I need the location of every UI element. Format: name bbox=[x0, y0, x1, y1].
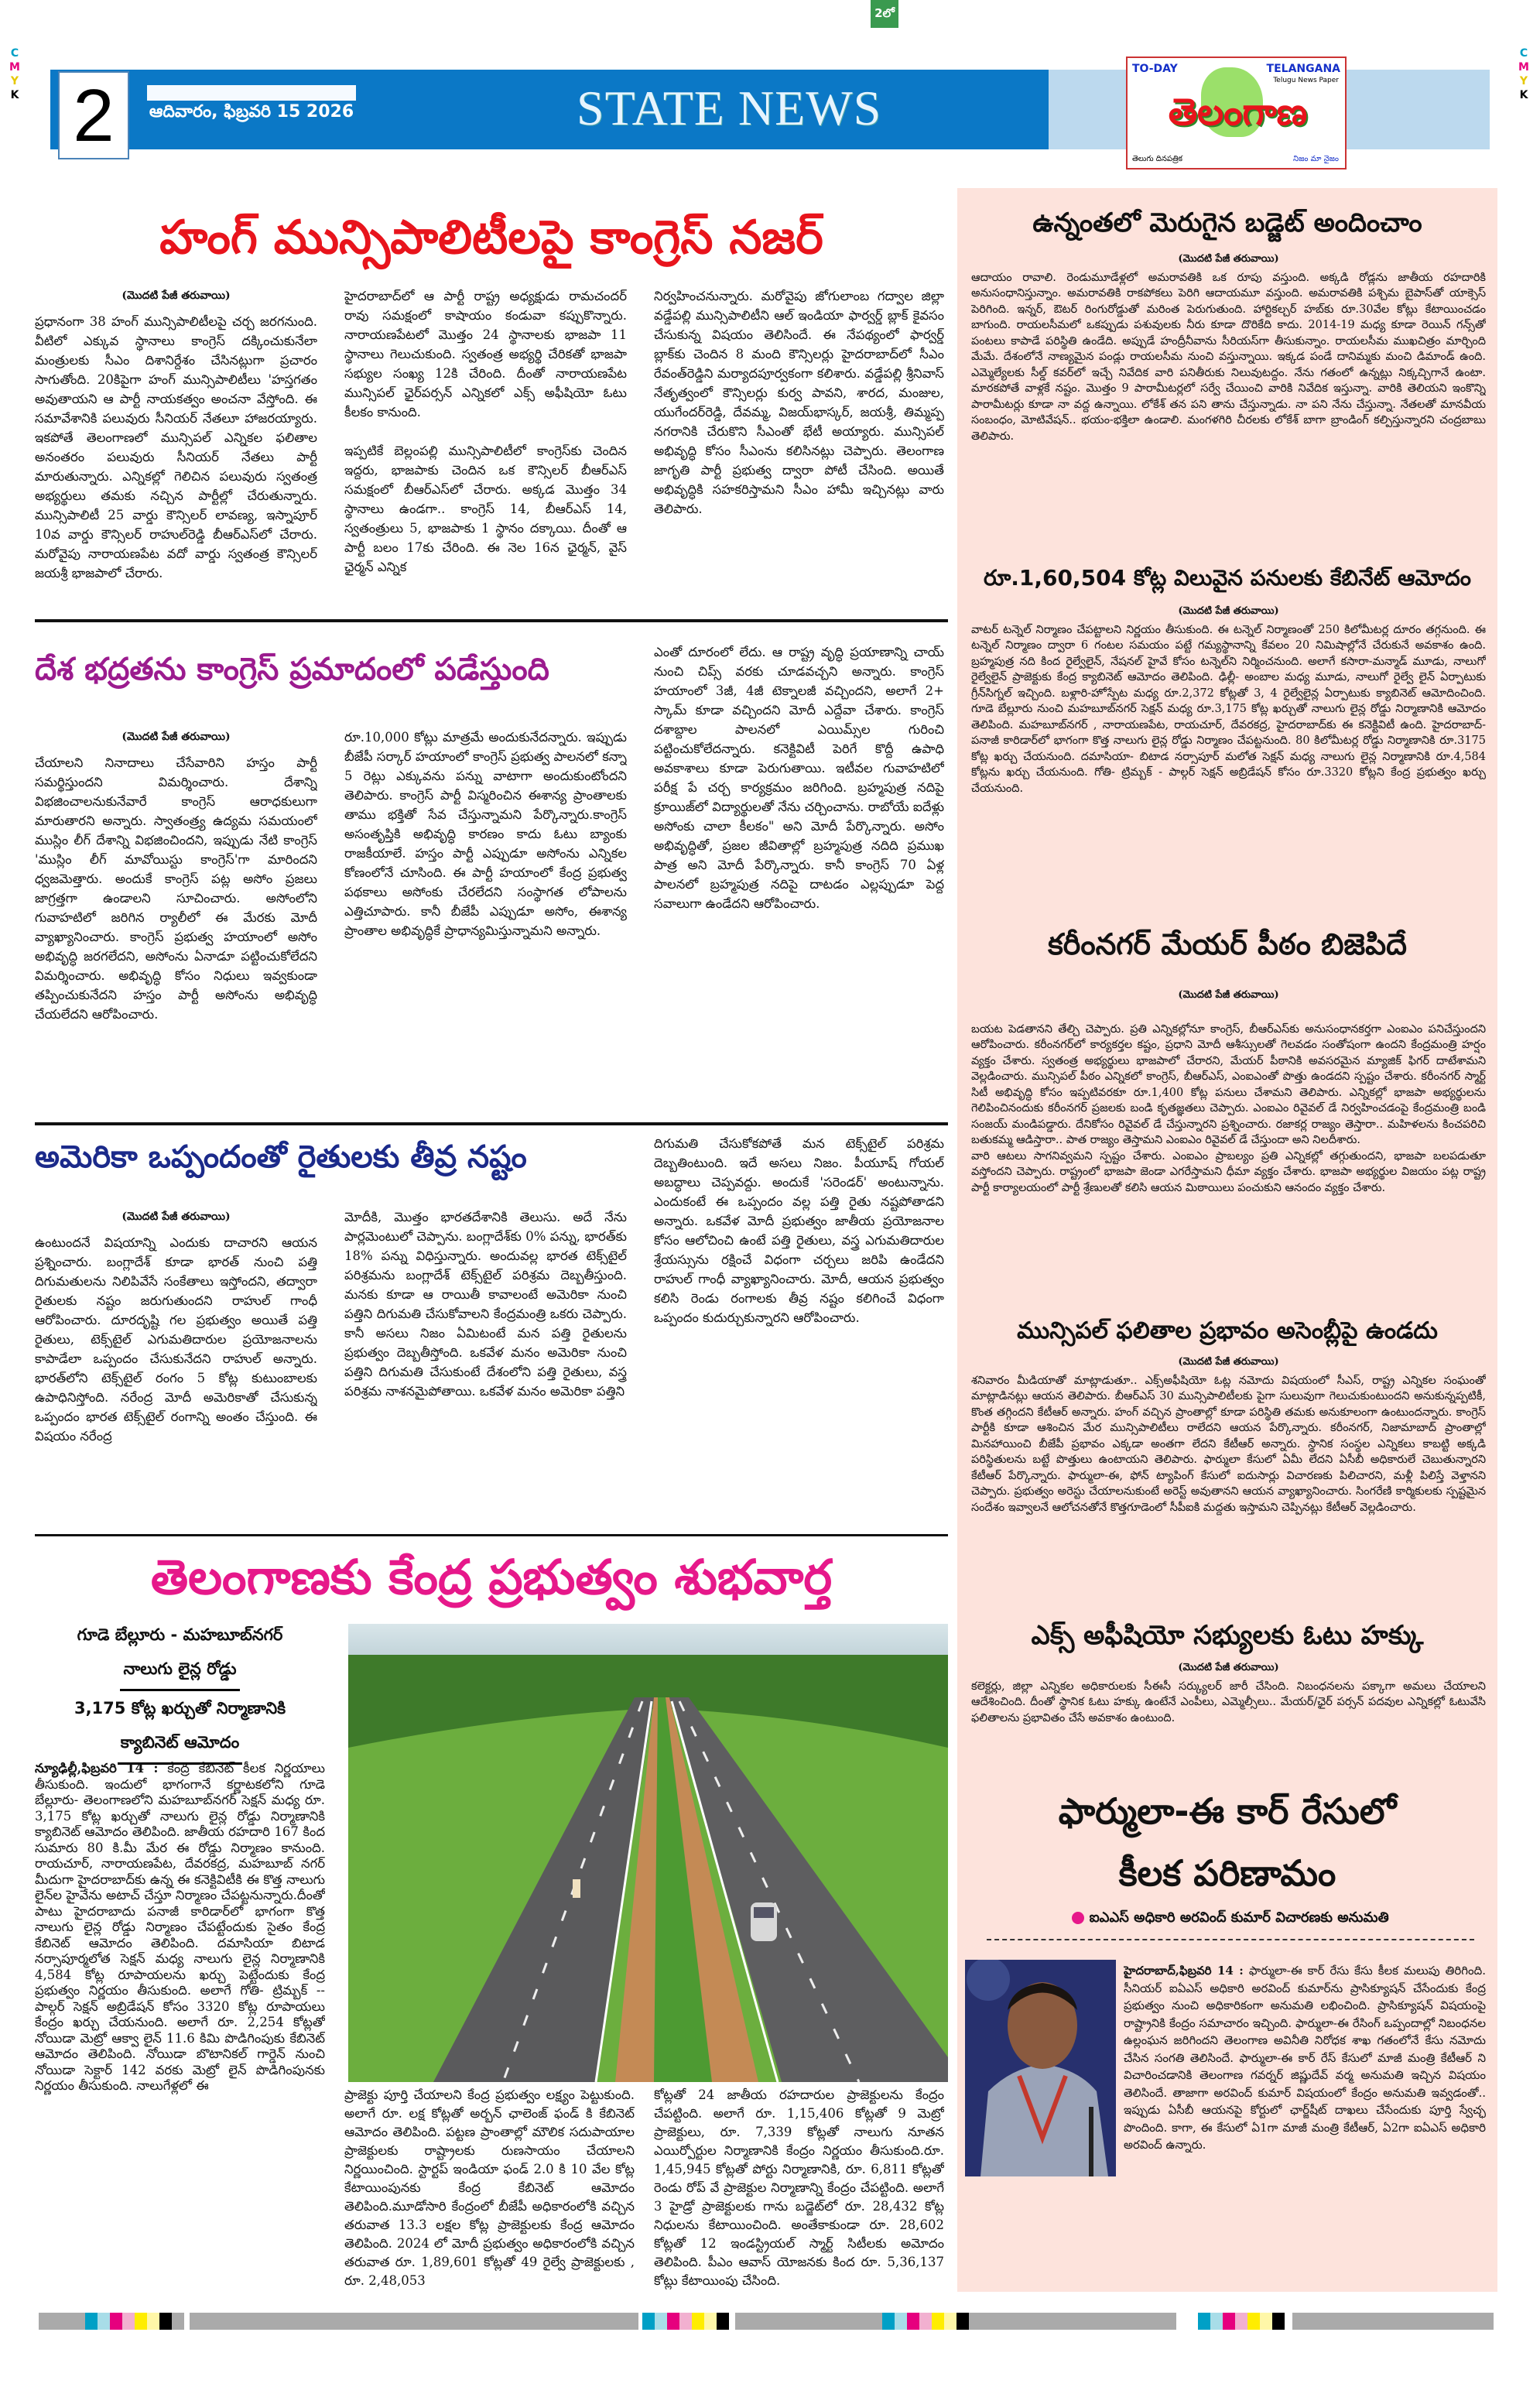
sidebar-article-body bbox=[971, 604, 1486, 909]
date-bar bbox=[147, 85, 356, 101]
highway-photo bbox=[348, 1624, 948, 2082]
mark-y: Y bbox=[1519, 75, 1528, 87]
article-text: ఆదాయం రావాలి. రెండుమూడేళ్లలో అమరావతికి ఒక రూపు వస్తుంది. అక్కడి రోడ్లను జాతీయ రహదారికి అనుసంధానిస్తున్నాం. అమరావతికి రాకపోకలు పెరిగి ఆదాయమూ వస్తుంది. అమరావతికి పశ్చిమ బైపాస్‌తో యాక్సెస్ పెరిగింది. ఇన్నర్, ఔటర్ రింగురోడ్డుతో మరింత పెరుగుతుంది. హార్టికల్చర్ హబ్‌కు రూ.30వేల కోట్లు కేటాయించడం బాగుంది. రాయలసీమలో ఒకప్పుడు పశువులకు నీరు కూడా దొరికేది కాదు. 2014-19 మధ్య కూడా రెయిన్ గన్స్‌తో పంటలు కాపాడే పరిస్థితి ఉండేది. అప్పుడే హంద్రీనీవాను సీరియస్‌గా తీసుకున్నాం. రాయలసీమ ముఖచిత్రం మార్చింది మేమే. దేశంలోనే నాణ్యమైన పండ్లు రాయలసీమ నుంచి వస్తున్నాయి. ఇక్కడ పండే దానిమ్మకు మంచి డిమాండ్ ఉంది. ఎమ్మెల్యేలకు సీల్డ్ కవర్‌లో ఇచ్చే నివేదిక వారి పనితీరుకు నిలువుటద్దం. నేను గతంలో ఉన్నట్లు నిక్కచ్చిగానే ఉంటా. మారకపోతే వాళ్లకే నష్టం. మొత్తం 9 పారామీటర్లలో సర్వే చేయించి వారికి నివేదిక ఇస్తున్నా. వారికి తెలియని ఇంకొన్ని పారామీటర్లు కూడా నా వద్ద ఉన్నాయి. లోకేశ్ తన పని తాను చేస్తున్నాడు. నా పని నేను చేస్తున్నా. నేతలతో మానవీయ సంబంధం, మోటివేషన్.. భయం-భక్తిలా ఉండాలి. మంగళగిరి చీరలకు లోకేశ్ బాగా బ్రాండింగ్ కల్పిస్తున్నారని చంద్రబాబు తెలిపారు. bbox=[971, 271, 1486, 443]
continued-label: (మొదటి పేజీ తరువాయి) bbox=[1178, 1356, 1279, 1368]
mark-y: Y bbox=[10, 75, 19, 87]
article-column: రూ.10,000 కోట్లు మాత్రమే అందుకునేదన్నారు. ఇప్పుడు బీజేపీ సర్కార్ హయాంలో కాంగ్రెస్ ప్రభుత్వ పాలనలో కన్నా 5 రెట్లు ఎక్కువను పన్ను వాటాగా అందుకుంటోందని తెలిపారు. కాంగ్రెస్ పార్టీ విస్మరించిన ఈశాన్య ప్రాంతాలకు తాము భక్తితో సేవ చేస్తున్నామని పేర్కొన్నారు.కాంగ్రెస్ అసంతృప్తికి అభివృద్ధి కారణం కాదు ఓటు బ్యాంకు రాజకీయాలే. హస్తం పార్టీ ఎప్పుడూ అసోంను ఎన్నికల కోణంలోనే చూసింది. ఈ పార్టీ హయాంలో కేంద్ర ప్రభుత్వ పథకాలు అసోంకు చేరలేదని సంస్థాగత లోపాలను ఎత్తిచూపారు. కానీ బీజేపీ ఎప్పుడూ అసోం, ఈశాన్య ప్రాంతాల అభివృద్ధికే ప్రాధాన్యమిస్తున్నామని అన్నారు. bbox=[344, 730, 627, 938]
article-column: నిర్వహించనున్నారు. మరోవైపు జోగులాంబ గద్వాల జిల్లా వడ్డేపల్లి మున్సిపాలిటీని ఆల్ ఇండియా ఫార్వర్డ్ బ్లాక్ కైవసం చేసుకున్న విషయం తెలిసిందే. ఈ నేపథ్యంలో ఫార్వర్డ్ బ్లాక్‌కు చెందిన 8 మంది కౌన్సిలర్లు హైదరాబాద్‌లో సీఎం రేవంత్‌రెడ్డిని మర్యాదపూర్వకంగా కలిశారు. వడ్డేపల్లి శ్రీనివాస్ నేతృత్వంలో కౌన్సిలర్లు కుర్వ పావని, శారద, మంజుల, యుగేందర్‌రెడ్డి, దేవమ్మ, విజయ్‌భాస్కర్, జయశ్రీ, తిమ్మప్ప నగరానికి చేరుకొని సీఎంతో భేటీ అయ్యారు. మున్సిపల్ అభివృద్ధి కోసం సీఎంను కలిసినట్లు చెప్పారు. తెలంగాణ జాగృతి పార్టీ ప్రభుత్వ ద్వారా పోటీ చేసింది. అయితే అభివృద్ధికి సహకరిస్తామని సీఎం హామీ ఇచ్చినట్లు వారు తెలిపారు. bbox=[654, 289, 944, 516]
article-text: శనివారం మీడియాతో మాట్లాడుతూ.. ఎక్స్‌అఫీషియో ఓట్ల నమోదు విషయంలో సీఎస్, రాష్ట్ర ఎన్నికల సంఘంతో మాట్లాడినట్లు ఆయన తెలిపారు. బీఆర్‌ఎస్ 30 మున్సిపాలిటీలకు పైగా సులువుగా గెలుచుకుంటుందని అనుకున్నప్పటికీ, కొంత తగ్గిందని కేటీఆర్ అన్నారు. హంగ్ వచ్చిన ప్రాంతాల్లో కూడా పరిస్థితి తమకు అనుకూలంగా ఉంటుందన్నారు. కాంగ్రెస్ పార్టీకి కూడా ఆశించిన మేర మున్సిపాలిటీలు రాలేదని ఆయన పేర్కొన్నారు. కరీంనగర్, నిజామాబాద్ ప్రాంతాల్లో మినహాయించి బీజేపీ ప్రభావం ఎక్కడా అంతగా లేదని కేటీఆర్ అన్నారు. స్థానిక సంస్థల ఎన్నికలు కాబట్టి అక్కడి పరిస్థితులను బట్టే పొత్తులు ఉంటాయని తెలిపారు. ఫార్ములా కేసులో ఏమీ లేదని ఏసీబీ అధికారులే చెబుతున్నారని కేటీఆర్ పేర్కొన్నారు. ఫార్ములా-ఈ, ఫోన్ ట్యాపింగ్ కేసులో ఐదుసార్లు విచారణకు పిలిచారని, మళ్లీ పిలిస్తే వెళ్తానని చెప్పారు. ప్రభుత్వం అరెస్టు చేయాలనుకుంటే అరెస్ట్ అవుతానని ఆయన వ్యాఖ్యానించారు. సింగరేణి కార్మికులకు స్పష్టమైన సందేశం ఇవ్వాలనే ఆలోచనతోనే కొత్తగూడెంలో సీపీఐకి మద్దతు ఇస్తామని చెప్పినట్లు కేటీఆర్ వెల్లడించారు. bbox=[971, 1374, 1486, 1514]
sidebar-headline: కరీంనగర్ మేయర్ పీఠం బిజెపిదే bbox=[1047, 927, 1408, 961]
continued-label: (మొదటి పేజీ తరువాయి) bbox=[121, 289, 231, 302]
feature-left-column bbox=[35, 1761, 325, 2303]
continued-label: (మొదటి పేజీ తరువాయి) bbox=[1178, 988, 1279, 1001]
subhead: 3,175 కోట్ల ఖర్చుతో నిర్మాణానికి bbox=[74, 1699, 286, 1717]
sidebar-headline: ఉన్నంతలో మెరుగైన బడ్జెట్ అందించాం bbox=[1032, 207, 1422, 238]
subhead: నాలుగు లైన్ల రోడ్డు bbox=[120, 1652, 239, 1691]
section-title: STATE NEWS bbox=[577, 80, 882, 135]
registration-marks-left bbox=[9, 46, 20, 102]
article-text: వాటర్ టన్నెల్ నిర్మాణం చేపట్టాలని నిర్ణయం తీసుకుంది. ఈ టన్నెల్ నిర్మాణంతో 250 కిలోమీటర్ల దూరం తగ్గనుంది. ఈ టన్నెల్ నిర్మాణం ద్వారా 6 గంటల సమయం పట్టే గమ్యస్థానాన్ని కేవలం 20 నిమిషాల్లోనే చేరుకునే అవకాశం ఉంది. బ్రహ్మపుత్ర నది కింద రైల్వేలైన్, నేషనల్ హైవే కోసం టన్నెల్‌ని నిర్మించనుంది. అలాగే కసారా-మన్మాడ్ మూడు, నాలుగో రైల్వేలైన్ ప్రాజెక్టుకు కేంద్ర క్యాబినెట్ ఆమోదం తెలిపింది. ఢిల్లీ- అంబాల మధ్య మూడు, నాలుగో రైల్వే లైన్ ఏర్పాటుకు గ్రీన్‌సిగ్నల్ ఇచ్చింది. బళ్లారి-హోస్పేట మధ్య రూ.2,372 కోట్లతో 3, 4 రైల్వేలైన్ల ఏర్పాటుకు క్యాబినెట్ ఆమోదించింది. గూడె బేల్లూరు నుంచి మహబూబ్‌నగర్ సెక్షన్ మధ్య రూ.3,175 కోట్ల ఖర్చుతో నాలుగు లైన్ల రోడ్డు నిర్మాణానికి ఆమోదం తెలిపింది. మహబూబ్‌నగర్ , నారాయణపేట, రాయచూర్, దేవరకద్ర, హైదరాబాద్‌కు ఈ కనెక్టివిటీ ఉంది. హైదరాబాద్-పనాజీ కారిడార్‌లో భాగంగా కొత్త నాలుగు లైన్ల రోడ్డు నిర్మాణం చేపట్టనుంది. 80 కిలోమీటర్ల రోడ్డు నిర్మాణానికి రూ.3175 కోట్ల ఖర్చు చేయనుంది. దమాసియా- బిటాడ నర్సాపూర్ మలోత సెక్షన్ మధ్య నాలుగు లైన్ల నిర్మాణానికి రూ.4,584 కోట్లను ఖర్చు చేయనుంది. గోతి- ట్రిమ్బక్ - పాల్గర్ సెక్షన్ అబ్రిడేషన్ కోసం రూ.3320 కోట్లని కేంద్ర ప్రభుత్వం ఖర్చు చేయనుంది. bbox=[971, 623, 1486, 795]
article-column bbox=[35, 728, 317, 1115]
logo-name: తెలంగాణ bbox=[1168, 91, 1308, 134]
article-column: హైదరాబాద్‌లో ఆ పార్టీ రాష్ట్ర అధ్యక్షుడు రామచందర్ రావు సమక్షంలో కాషాయం కండువా కప్పుకొన్నారు. నారాయణపేటలో మొత్తం 24 స్థానాలకు భాజపా 11 స్థానాలు గెలుచుకుంది. స్వతంత్ర అభ్యర్థి చేరికతో భాజపా సభ్యుల సంఖ్య 12కి చేరింది. దీంతో నారాయణపేట మున్సిపల్ ఛైర్‌పర్సన్ ఎన్నికలో ఎక్స్ అఫీషియో ఓటు కీలకం కానుంది. ఇప్పటికే బెల్లంపల్లి మున్సిపాలిటీలో కాంగ్రెస్‌కు చెందిన ఇద్దరు, భాజపాకు చెందిన ఒక కౌన్సిలర్ బీఆర్‌ఎస్ సమక్షంలో బీఆర్‌ఎస్‌లో చేరారు. అక్కడ మొత్తం 34 స్థానాలు ఉండగా.. కాంగ్రెస్ 14, బీఆర్‌ఎస్ 14, స్వతంత్రులు 5, భాజపాకు 1 స్థానం దక్కాయి. దీంతో ఆ పార్టీ బలం 17కు చేరింది. ఈ నెల 16న ఛైర్మన్, వైస్ ఛైర్మన్ ఎన్నిక bbox=[344, 289, 627, 574]
continued-tab: 2లో bbox=[871, 0, 898, 28]
article-text: ఫార్ములా-ఈ కార్ రేసు కేసు కీలక మలుపు తిరిగింది. సీనియర్ ఐఏఎస్ అధికారి అరవింద్ కుమార్‌ను ప్రాసిక్యూషన్ చేసేందుకు కేంద్ర ప్రభుత్వం నుంచి అధికారికంగా అనుమతి లభించింది. ప్రాసిక్యూషన్ విషయంపై రాష్ట్రానికి కేంద్రం సమాచారం ఇచ్చింది. ఫార్ములా-ఈ రేసింగ్ ఒప్పందాల్లో నిబంధనల ఉల్లంఘన జరిగిందని తెలంగాణ అవినీతి నిరోధక శాఖ గతంలోనే కేసు నమోదు చేసిన సంగతి తెలిసిందే. ఫార్ములా-ఈ కార్ రేస్ కేసులో మాజీ మంత్రి కేటీఆర్ ని విచారించడానికి తెలంగాణ గవర్నర్ జిష్ణుదేవ్ వర్మ అనుమతి ఇచ్చిన విషయం తెలిసిందే. తాజాగా అరవింద్ కుమార్ విషయంలో కేంద్రం అనుమతి ఇవ్వడంతో.. ఇప్పుడు ఏసీబీ ఆయనపై కోర్టులో ఛార్జ్‌షీట్ దాఖలు చేసేందుకు పూర్తి స్వేచ్ఛ పొందింది. కాగా, ఈ కేసులో ఏ1గా మాజీ మంత్రి కేటీఆర్, ఏ2గా ఐఏఎస్ అధికారి అరవింద్ ఉన్నారు. bbox=[1124, 1964, 1486, 2152]
logo-tagline: Telugu News Paper bbox=[1273, 77, 1339, 84]
article-column: మోదీకి, మొత్తం భారతదేశానికి తెలుసు. అదే నేను పార్లమెంటులో చెప్పాను. బంగ్లాదేశ్‌కు 0% పన్ను, భారత్‌కు 18% పన్ను విధిస్తున్నారు. అందువల్ల భారత టెక్స్‌టైల్ పరిశ్రమను బంగ్లాదేశ్ టెక్స్‌టైల్ పరిశ్రమ దెబ్బతీస్తుంది. మనకు కూడా ఆ రాయితీ కావాలంటే అమెరికా నుంచి పత్తిని దిగుమతి చేసుకోవాలని కేంద్రమంత్రి ఒకరు చెప్పారు. కానీ అసలు నిజం ఏమిటంటే మన పత్తి రైతులను ప్రభుత్వం దెబ్బతీస్తోంది. ఒకవేళ మనం అమెరికా నుంచి పత్తిని దిగుమతి చేసుకుంటే దేశంలోని పత్తి రైతులు, వస్త్ర పరిశ్రమ నాశనమైపోతాయి. ఒకవేళ మనం అమెరికా పత్తిని bbox=[344, 1210, 627, 1399]
article-headline: దేశ భద్రతను కాంగ్రెస్ ప్రమాదంలో పడేస్తుంది bbox=[35, 652, 549, 687]
registration-marks-right bbox=[1518, 46, 1529, 102]
bullet-icon bbox=[1072, 1912, 1084, 1924]
article-text: బయట పెడతానని తేల్చి చెప్పారు. ప్రతి ఎన్నికల్లోనూ కాంగ్రెస్, బీఆర్‌ఎస్‌కు అనుసంధానకర్తగా ఎంఐఎం పనిచేస్తుందని ఆరోపించారు. కరీంనగర్‌లో కార్యకర్తల కష్టం, ప్రధాని మోదీ ఆశీస్సులతో గెలవడం సంతోషంగా ఉందని కేంద్రమంత్రి హర్షం వ్యక్తం చేశారు. స్వతంత్ర అభ్యర్థులు భాజపాలో చేరారని, మేయర్ పీఠానికి అవసరమైన మ్యాజిక్ ఫిగర్ దాటేశామని వెల్లడించారు. మున్సిపల్ పీఠం ఎన్నికలో కాంగ్రెస్, బీఆర్‌ఎస్, ఎంఐఎంతో పొత్తు ఉండదని స్పష్టం చేశారు. కరీంనగర్ స్మార్ట్ సిటీ అభివృద్ధి కోసం ఇప్పటివరకూ రూ.1,400 కోట్ల పనులు చేశామని తెలిపారు. ఎన్నికల్లో భాజపా అభ్యర్థులను గెలిపించినందుకు కరీంనగర్ ప్రజలకు బండి కృతజ్ఞతలు చెప్పారు. ఎంఐఎం రివైవల్ డే నిర్వహించడంపై కేంద్రమంత్రి బండి సంజయ్ మండిపడ్డారు. దేనికోసం రివైవల్ డే చేస్తున్నారని ప్రశ్నించారు. రజాకర్ల రాజ్యం తెస్తారా.. మహిళలను కించపరిచి బతుకమ్మ ఆడిస్తారా.. పాత రాజ్యం తెస్తామని ఎంఐఎం రివైవల్ డే చేస్తుందా అని నిలదీశారు. వారి ఆటలు సాగనివ్వమని స్పష్టం చేశారు. ఎంఐఎం ప్రాబల్యం ప్రతి ఎన్నికల్లో తగ్గుతుందని, భాజపా బలపడుతూ వస్తోందని చెప్పారు. రాష్ట్రంలో భాజపా జెండా ఎగరేస్తామని ధీమా వ్యక్తం చేశారు. భాజపా అభ్యర్థుల విజయం పట్ల రాష్ట్ర పార్టీ కార్యాలయంలో పార్టీ శ్రేణులతో కలిసి ఆయన మిఠాయిలు పంచుకుని ఆనందం వ్యక్తం చేశారు. bbox=[971, 1022, 1486, 1194]
logo-bottom-left: తెలుగు దినపత్రిక bbox=[1132, 155, 1183, 163]
mark-m: M bbox=[9, 61, 20, 74]
sidebar-headline: ఎక్స్ అఫీషియో సభ్యులకు ఓటు హక్కు bbox=[1031, 1620, 1424, 1651]
sidebar-headline: మున్సిపల్ ఫలితాల ప్రభావం అసెంబ్లీపై ఉండదు bbox=[1017, 1317, 1438, 1344]
sidebar-headline: రూ.1,60,504 కోట్ల విలువైన పనులకు కేబినేట్ ఆమోదం bbox=[983, 565, 1472, 591]
continued-label: (మొదటి పేజీ తరువాయి) bbox=[1178, 1662, 1279, 1673]
mark-k: K bbox=[10, 89, 19, 101]
sidebar-article-body bbox=[971, 1354, 1486, 1587]
column-text: కేంద్ర కేబినెట్ కీలక నిర్ణయాలు తీసుకుంది. ఇందులో భాగంగానే కర్ణాటకలోని గూడె బేల్లూరు- తెలంగాణలోని మహబూబ్‌నగర్ సెక్షన్ మధ్య రూ. 3,175 కోట్ల ఖర్చుతో నాలుగు లైన్ల రోడ్డు నిర్మాణానికి క్యాబినెట్ ఆమోదం తెలిపింది. జాతీయ రహదారి 167 కింద సుమారు 80 కి.మీ మేర ఈ రోడ్డు నిర్మాణం కానుంది. రాయచూర్, నారాయణపేట, దేవరకద్ర, మహబూబ్ నగర్ మీదుగా హైదరాబాద్‌కు ఉన్న ఈ కనెక్టివిటీకి ఈ కొత్త నాలుగు లైన్‌ల హైవేను అటాచ్ చేస్తూ నిర్మాణం చేపట్టనున్నారు.దీంతో పాటు హైదరాబాదు పనాజీ కారిడార్‌లో భాగంగా కొత్త నాలుగు లైన్ల రోడ్డు నిర్మాణం చేపట్టేందుకు సైతం కేంద్ర కేబినెట్ ఆమోదం తెలిపింది. దమాసియా బిటాడ నర్సాపూర్మలోత సెక్షన్ మధ్య నాలుగు లైన్ల నిర్మాణానికి 4,584 కోట్ల రూపాయలను ఖర్చు పెట్టేందుకు కేంద్ర ప్రభుత్వం నిర్ణయం తీసుకుంది. అలాగే గోతి- ట్రిమ్బక్ -- పాల్గర్ సెక్షన్ అబ్రిడేషన్ కోసం 3320 కోట్ల రూపాయలు కేంద్రం ఖర్చు చేయనుంది. అలాగే రూ. 2,254 కోట్లతో నోయిడా మెట్రో ఆక్వా లైన్ 11.6 కిమి పొడిగింపుకు కేబినెట్ ఆమోదం తెలిపింది. నోయిడా బొటానికల్ గార్డెన్ నుంచి నోయిడా సెక్టార్ 142 వరకు మెట్రో లైన్ పొడిగింపునకు నిర్ణయం తీసుకుంది. నాలుగేళ్లలో ఈ bbox=[35, 1761, 325, 2093]
logo-today: TO-DAY bbox=[1132, 63, 1178, 75]
mark-m: M bbox=[1518, 61, 1529, 74]
dateline: న్యూఢిల్లీ,ఫిబ్రవరి 14 : bbox=[35, 1761, 159, 1776]
sidebar-kicker bbox=[983, 1908, 1478, 1928]
article-column bbox=[35, 286, 317, 611]
article-column: దిగుమతి చేసుకోకపోతే మన టెక్స్‌టైల్ పరిశ్రమ దెబ్బతింటుంది. ఇదే అసలు నిజం. పీయూష్ గోయల్ అబద్ధాలు చెప్పవద్దు. అందుకే 'సరెండర్' అంటున్నాను. ఎందుకంటే ఈ ఒప్పందం వల్ల పత్తి రైతు నష్టపోతాడని అన్నారు. ఒకవేళ మోదీ ప్రభుత్వం జాతీయ ప్రయోజనాల కోసం ఆలోచించి ఉంటే పత్తి రైతులు, వస్త్ర ఎగుమతిదారుల శ్రేయస్సును రక్షించే విధంగా చర్చలు జరిపి ఉండేదని రాహుల్ గాంధీ వ్యాఖ్యానించారు. మోదీ, ఆయన ప్రభుత్వం కలిసి రెండు రంగాలకు తీవ్ర నష్టం కలిగించే విధంగా ఒప్పందం కుదుర్చుకున్నారని ఆరోపించారు. bbox=[654, 1136, 944, 1325]
print-color-bars bbox=[0, 2313, 1540, 2330]
subhead: క్యాబినెట్ ఆమోదం bbox=[118, 1725, 242, 1765]
sidebar-article-body bbox=[971, 1660, 1486, 1753]
logo-bottom-right: నిజం మా నైజం bbox=[1293, 155, 1339, 163]
continued-label: (మొదటి పేజీ తరువాయి) bbox=[1178, 605, 1279, 617]
divider bbox=[35, 619, 948, 622]
issue-date: ఆదివారం, ఫిబ్రవరి 15 2026 bbox=[149, 102, 354, 122]
continued-label: (మొదటి పేజీ తరువాయి) bbox=[121, 731, 231, 743]
article-headline: హంగ్ మున్సిపాలిటీలపై కాంగ్రెస్ నజర్ bbox=[159, 211, 823, 265]
article-text: కలెక్టర్లు, జిల్లా ఎన్నికల అధికారులకు సీఈసీ సర్క్యులర్ జారీ చేసింది. నిబంధనలను పక్కాగా అమలు చేయాలని ఆదేశించింది. దీంతో స్థానిక ఓటు హక్కు ఉంటేనే ఎంపీలు, ఎమ్మెల్సీలు.. మేయర్/ఛైర్ పర్సన్ పదవుల ఎన్నికల్లో ఓటువేసి ఫలితాలను ప్రభావితం చేసే అవకాశం ఉంటుంది. bbox=[971, 1680, 1486, 1724]
article-headline: అమెరికా ఒప్పందంతో రైతులకు తీవ్ర నష్టం bbox=[35, 1139, 527, 1175]
official-photo bbox=[965, 1960, 1116, 2176]
continued-label: (మొదటి పేజీ తరువాయి) bbox=[1178, 253, 1279, 265]
column-text: ఉంటుందనే విషయాన్ని ఎందుకు దాచారని ఆయన ప్రశ్నించారు. బంగ్లాదేశ్ కూడా భారత్ నుంచి పత్తి దిగుమతులను నిలిపివేసే సంకేతాలు ఇస్తోందని, తద్వారా రైతులకు నష్టం జరుగుతుందని రాహుల్ గాంధీ ఆరోపించారు. దూరదృష్టి గల ప్రభుత్వం అయితే పత్తి రైతులు, టెక్స్‌టైల్ ఎగుమతిదారుల ప్రయోజనాలను కాపాడేలా ఒప్పందం చేసుకునేదని రాహుల్ అన్నారు. భారత్‌లోని టెక్స్‌టైల్ రంగం 5 కోట్ల కుటుంబాలకు ఉపాధినిస్తోంది. నరేంద్ర మోదీ అమెరికాతో చేసుకున్న ఒప్పందం భారత టెక్స్‌టైల్ రంగాన్ని అంతం చేస్తుంది. ఈ విషయం నరేంద్ర bbox=[35, 1235, 317, 1444]
mark-k: K bbox=[1519, 89, 1528, 101]
sidebar-article-body bbox=[971, 252, 1486, 550]
mark-c: C bbox=[1519, 47, 1528, 60]
feature-headline: తెలంగాణకు కేంద్ర ప్రభుత్వం శుభవార్త bbox=[150, 1549, 833, 1605]
mark-c: C bbox=[10, 47, 19, 60]
column-text: ప్రధానంగా 38 హంగ్ మున్సిపాలిటీలపై చర్చ జరగనుంది. వీటిలో ఎక్కువ స్థానాలు కాంగ్రెస్ దక్కించుకునేలా మంత్రులకు సీఎం దిశానిర్దేశం చేసినట్లుగా ప్రచారం సాగుతోంది. 20కిపైగా హంగ్ మున్సిపాలిటీలు 'హస్తగతం అవుతాయని ఆ పార్టీ నాయకత్వం అంచనా వేస్తోంది. ఈ సమావేశానికి పలువురు సీనియర్ నేతలూ హాజరయ్యారు. ఇకపోతే తెలంగాణలో మున్సిపల్ ఎన్నికల ఫలితాల అనంతరం పలువురు సీనియర్ నేతలు పార్టీ మారుతున్నారు. ఎన్నికల్లో గెలిచిన పలువురు స్వతంత్ర అభ్యర్థులు తమకు నచ్చిన పార్టీల్లో చేరుతున్నారు. మున్సిపాలిటీ 25 వార్డు కౌన్సిలర్ లావణ్య, ఇస్నాపూర్ 10వ వార్డు కౌన్సిలర్ రాహుల్‌రెడ్డి బీఆర్‌ఎస్‌లో చేరారు. మరోవైపు నారాయణపేట వదో వార్డు స్వతంత్ర కౌన్సిలర్ జయశ్రీ భాజపాలో చేరారు. bbox=[35, 314, 317, 580]
kicker-text: ఐఎఎస్ అధికారి అరవింద్ కుమార్ విచారణకు అనుమతి bbox=[1089, 1909, 1389, 1926]
subhead: గూడె బేల్లూరు - మహబూబ్‌నగర్ bbox=[77, 1625, 283, 1644]
page-number: 2 bbox=[58, 71, 129, 159]
feature-subheads bbox=[31, 1618, 329, 1765]
article-column: ఎంతో దూరంలో లేదు. ఆ రాష్ట్ర వృద్ధి ప్రయాణాన్ని చాయ్ నుంచి చిప్స్ వరకు చూడవచ్చని అన్నారు. కాంగ్రెస్ హయాంలో 3జీ, 4జీ టెక్నాలజీ వచ్చిందని, అలాగే 2+ స్కామ్ కూడా వచ్చిందని మోదీ ఎద్దేవా చేశారు. కాంగ్రెస్ దశాబ్దాల పాలనలో ఎయిమ్స్‌ల గురించి పట్టించుకోలేదన్నారు. కనెక్టివిటీ పెరిగే కొద్దీ ఉపాధి అవకాశాలు కూడా పెరుగుతాయి. ఇటీవల గువాహటిలో పరీక్ష పే చర్చ కార్యక్రమం జరిగింది. బ్రహ్మపుత్ర నదిపై క్రూయిజ్‌లో విద్యార్థులతో నేను చర్చించాను. రాబోయే ఐదేళ్లు అసోంకు చాలా కీలకం" అని మోదీ పేర్కొన్నారు. అసోం అభివృద్ధితో, ప్రజల జీవితాల్లో బ్రహ్మపుత్ర నదిది ప్రముఖ పాత్ర అని మోదీ పేర్కొన్నారు. కానీ కాంగ్రెస్ 70 ఏళ్ల పాలనలో బ్రహ్మపుత్ర నదిపై దాటడం ఎల్లప్పుడూ పెద్ద సవాలుగా ఉండేదని ఆరోపించారు. bbox=[654, 645, 944, 911]
continued-label: (మొదటి పేజీ తరువాయి) bbox=[121, 1211, 231, 1223]
feature-bottom-column: ప్రాజెక్టు పూర్తి చేయాలని కేంద్ర ప్రభుత్వం లక్ష్యం పెట్టుకుంది. అలాగే రూ. లక్ష కోట్లతో అర్బన్ ఛాలెంజ్ ఫండ్ కి కేబినెట్ ఆమోదం తెలిపింది. పట్టణ ప్రాంతాల్లో మౌలిక సదుపాయాల ప్రాజెక్టులకు రాష్ట్రాలకు రుణసాయం చేయాలని నిర్ణయించింది. స్టార్టప్ ఇండియా ఫండ్ 2.0 కి 10 వేల కోట్ల కేటాయింపునకు కేంద్ర కేబినెట్ ఆమోదం తెలిపింది.మూడోసారి కేంద్రంలో బీజేపీ అధికారంలోకి వచ్చిన తరువాత 13.3 లక్షల కోట్ల ప్రాజెక్టులకు కేంద్ర ఆమోదం తెలిపింది. 2024 లో మోదీ ప్రభుత్వం అధికారంలోకి వచ్చిన తరువాత రూ. 1,89,601 కోట్లతో 49 రైల్వే ప్రాజెక్టులకు , రూ. 2,48,053 bbox=[344, 2087, 635, 2288]
divider bbox=[987, 1939, 1474, 1940]
newspaper-logo bbox=[1126, 57, 1347, 170]
column-text: చేయాలని నినాదాలు చేసేవారిని హస్తం పార్టీ సమర్థిస్తుందని విమర్శించారు. దేశాన్ని విభజించాలనుకునేవారే కాంగ్రెస్ ఆరాధకులుగా మారుతారని అన్నారు. స్వాతంత్ర్య ఉద్యమ సమయంలో ముస్లిం లీగ్ దేశాన్ని విభజించిందని, ఇప్పుడు నేటి కాంగ్రెస్ 'ముస్లిం లీగ్ మావోయిస్టు కాంగ్రెస్'గా మారిందని ధ్వజమెత్తారు. అందుకే కాంగ్రెస్ పట్ల అసోం ప్రజలు జాగ్రత్తగా ఉండాలని సూచించారు. అసోంలోని గువాహటిలో జరిగిన ర్యాలీలో ఈ మేరకు మోదీ వ్యాఖ్యానించారు. కాంగ్రెస్ ప్రభుత్వ హయాంలో అసోం అభివృద్ధి జరగలేదని, అసోంను ఏనాడూ పట్టించుకోలేదని విమర్శించారు. అభివృద్ధి కోసం నిధులు ఇవ్వకుండా తప్పించుకునేదని హస్తం పార్టీ అసోంను అభివృద్ధి చేయలేదని ఆరోపించారు. bbox=[35, 755, 317, 1022]
feature-bottom-column: కోట్లతో 24 జాతీయ రహదారుల ప్రాజెక్టులను కేంద్రం చేపట్టింది. అలాగే రూ. 1,15,406 కోట్లతో 9 మెట్రో ప్రాజెక్టులు, రూ. 7,339 కోట్లతో నాలుగు నూతన ఎయిర్పోర్టుల నిర్మాణానికి కేంద్రం నిర్ణయం తీసుకుంది.రూ. 1,45,945 కోట్లతో పోర్టు నిర్మాణానికి, రూ. 6,811 కోట్లతో రెండు రోప్ వే ప్రాజెక్టుల నిర్మాణాన్ని కేంద్రం చేపట్టింది. అలాగే 3 హైడ్రో ప్రాజెక్టులకు గాను బడ్జెట్‌లో రూ. 28,432 కోట్ల నిధులను కేటాయించింది. అంతేకాకుండా రూ. 28,602 కోట్లతో 12 ఇండస్ట్రియల్ స్మార్ట్ సిటీలకు అమోదం తెలిపింది. పీఎం ఆవాస్ యోజనకు కింద రూ. 5,36,137 కోట్లు కేటాయింపు చేసింది. bbox=[654, 2087, 944, 2288]
logo-telangana: TELANGANA bbox=[1266, 63, 1340, 75]
headline-line: ఫార్ములా-ఈ కార్ రేసులో bbox=[1058, 1790, 1397, 1832]
sidebar-article-body bbox=[1124, 1962, 1486, 2179]
divider bbox=[35, 1122, 948, 1125]
headline-line: కీలక పరిణామం bbox=[1118, 1852, 1336, 1894]
sidebar-article-body bbox=[971, 971, 1486, 1304]
sidebar-headline bbox=[967, 1780, 1487, 1904]
dateline: హైదరాబాద్,ఫిబ్రవరి 14 : bbox=[1124, 1964, 1244, 1978]
article-column bbox=[35, 1207, 317, 1525]
divider bbox=[35, 1534, 948, 1536]
